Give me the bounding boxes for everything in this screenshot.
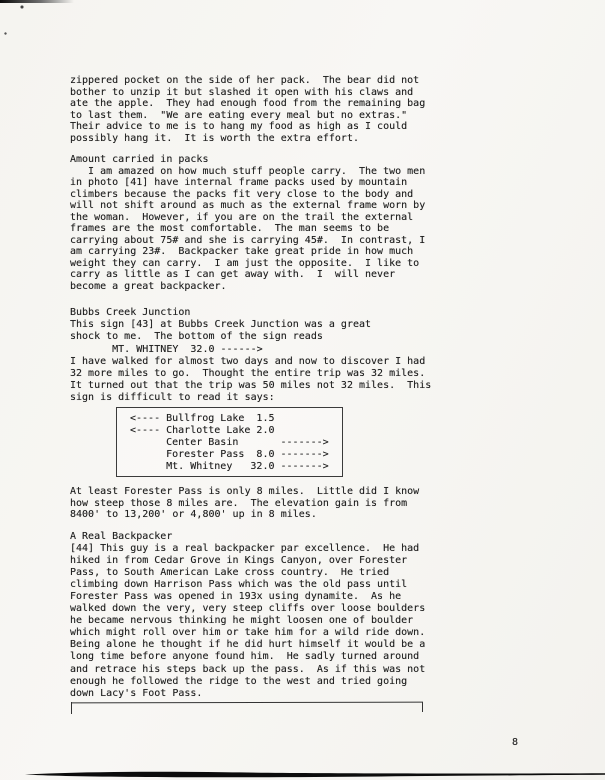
text-line: This sign [43] at Bubbs Creek Junction was a great xyxy=(70,319,372,331)
text-line: I have walked for almost two days and now to discover I had xyxy=(70,355,426,367)
text-line: zippered pocket on the side of her pack. The bear did not xyxy=(70,75,420,86)
text-line: Pass, to South American Lake cross country. He tried xyxy=(70,567,390,579)
text-line: At least Forester Pass is only 8 miles. Little did I know xyxy=(70,486,420,497)
trail-sign-box xyxy=(116,407,343,477)
text-line: [44] This guy is a real backpacker par excellence. He had xyxy=(70,543,420,555)
text-line: down Lacy's Foot Pass. xyxy=(70,687,203,699)
text-line: climbers because the packs fit very close to the body and xyxy=(70,188,414,200)
section-bubbs-creek xyxy=(70,307,431,405)
text-line: Being alone he thought if he did hurt himself it would be a xyxy=(70,639,426,651)
text-line: hiked in from Cedar Grove in Kings Canyon, over Forester xyxy=(70,555,408,567)
text-line: in photo [41] have internal frame packs used by mountain xyxy=(70,177,408,188)
text-line: to last them. "We are eating every meal but no extras." xyxy=(70,109,408,121)
text-line: bother to unzip it but slashed it open with his claws and xyxy=(70,86,414,98)
sign-line: Forester Pass 8.0 -------> xyxy=(130,449,329,460)
sign-line: <---- Bullfrog Lake 1.5 xyxy=(130,413,275,424)
frame-top-edge xyxy=(71,702,423,704)
text-line: enough he followed the ridge to the west and tried going xyxy=(70,675,408,687)
scan-speck xyxy=(4,32,7,35)
text-line: possibly hang it. It is worth the extra effort. xyxy=(70,132,359,144)
scan-smudge-top-edge xyxy=(0,0,74,3)
section-heading: Bubbs Creek Junction xyxy=(70,307,191,318)
section-heading: Amount carried in packs xyxy=(70,154,209,165)
text-line: weight they can carry. I am just the opposite. I like to xyxy=(70,257,420,269)
section-amount-carried xyxy=(70,154,425,292)
text-line: It turned out that the trip was 50 miles not 32 miles. This xyxy=(70,380,432,392)
text-line: carry as little as I can get away with. I will never xyxy=(70,269,396,280)
text-line: shock to me. The bottom of the sign reads xyxy=(70,331,323,343)
frame-left-corner xyxy=(71,702,72,714)
paragraph-bear-food xyxy=(70,75,425,144)
scan-line-bottom-edge xyxy=(0,768,605,780)
sign-line: Center Basin -------> xyxy=(130,437,329,448)
text-line: 8400' to 13,200' or 4,800' up in 8 miles. xyxy=(70,509,317,520)
text-line: 32 more miles to go. Thought the entire trip was 32 miles. xyxy=(70,367,426,379)
text-line: become a great backpacker. xyxy=(70,280,227,292)
photo-frame-partial xyxy=(71,702,423,714)
text-line: walked down the very, very steep cliffs over loose boulders xyxy=(70,603,426,615)
text-line: long time before anyone found him. He sadly turned around xyxy=(70,651,420,663)
page-number: 8 xyxy=(512,737,519,748)
text-line: am carrying 23#. Backpacker take great pride in how much xyxy=(70,246,414,257)
text-line: sign is difficult to read it says: xyxy=(70,392,275,404)
section-heading: A Real Backpacker xyxy=(70,531,173,542)
paragraph-forester-pass xyxy=(70,486,419,521)
text-line: and retrace his steps back up the pass. As if this was not xyxy=(70,663,426,675)
text-line: frames are the most comfortable. The man seems to be xyxy=(70,223,390,234)
text-line: how steep those 8 miles are. The elevation gain is from xyxy=(70,497,408,509)
section-real-backpacker xyxy=(70,531,425,700)
text-line: will not shift around as much as the external frame worn by xyxy=(70,200,426,211)
text-line: I am amazed on how much stuff people carry. The two men xyxy=(70,165,426,177)
text-line: climbing down Harrison Pass which was the old pass until xyxy=(70,579,408,591)
text-line: he became nervous thinking he might loosen one of boulder xyxy=(70,615,414,627)
frame-right-corner xyxy=(422,702,423,712)
text-line: which might roll over him or take him for a wild ride down. xyxy=(70,627,426,639)
scan-speck xyxy=(20,5,24,9)
text-line: ate the apple. They had enough food from the remaining bag xyxy=(70,98,426,109)
text-line: MT. WHITNEY 32.0 ------> xyxy=(70,343,263,355)
sign-line: Mt. Whitney 32.0 -------> xyxy=(130,461,329,472)
text-line: the woman. However, if you are on the trail the external xyxy=(70,211,414,223)
text-line: Their advice to me is to hang my food as high as I could xyxy=(70,121,408,132)
sign-line: <---- Charlotte Lake 2.0 xyxy=(130,425,275,436)
text-line: carrying about 75# and she is carrying 45#. In contrast, I xyxy=(70,234,426,246)
text-line: Forester Pass was opened in 193x using dynamite. As he xyxy=(70,591,402,603)
